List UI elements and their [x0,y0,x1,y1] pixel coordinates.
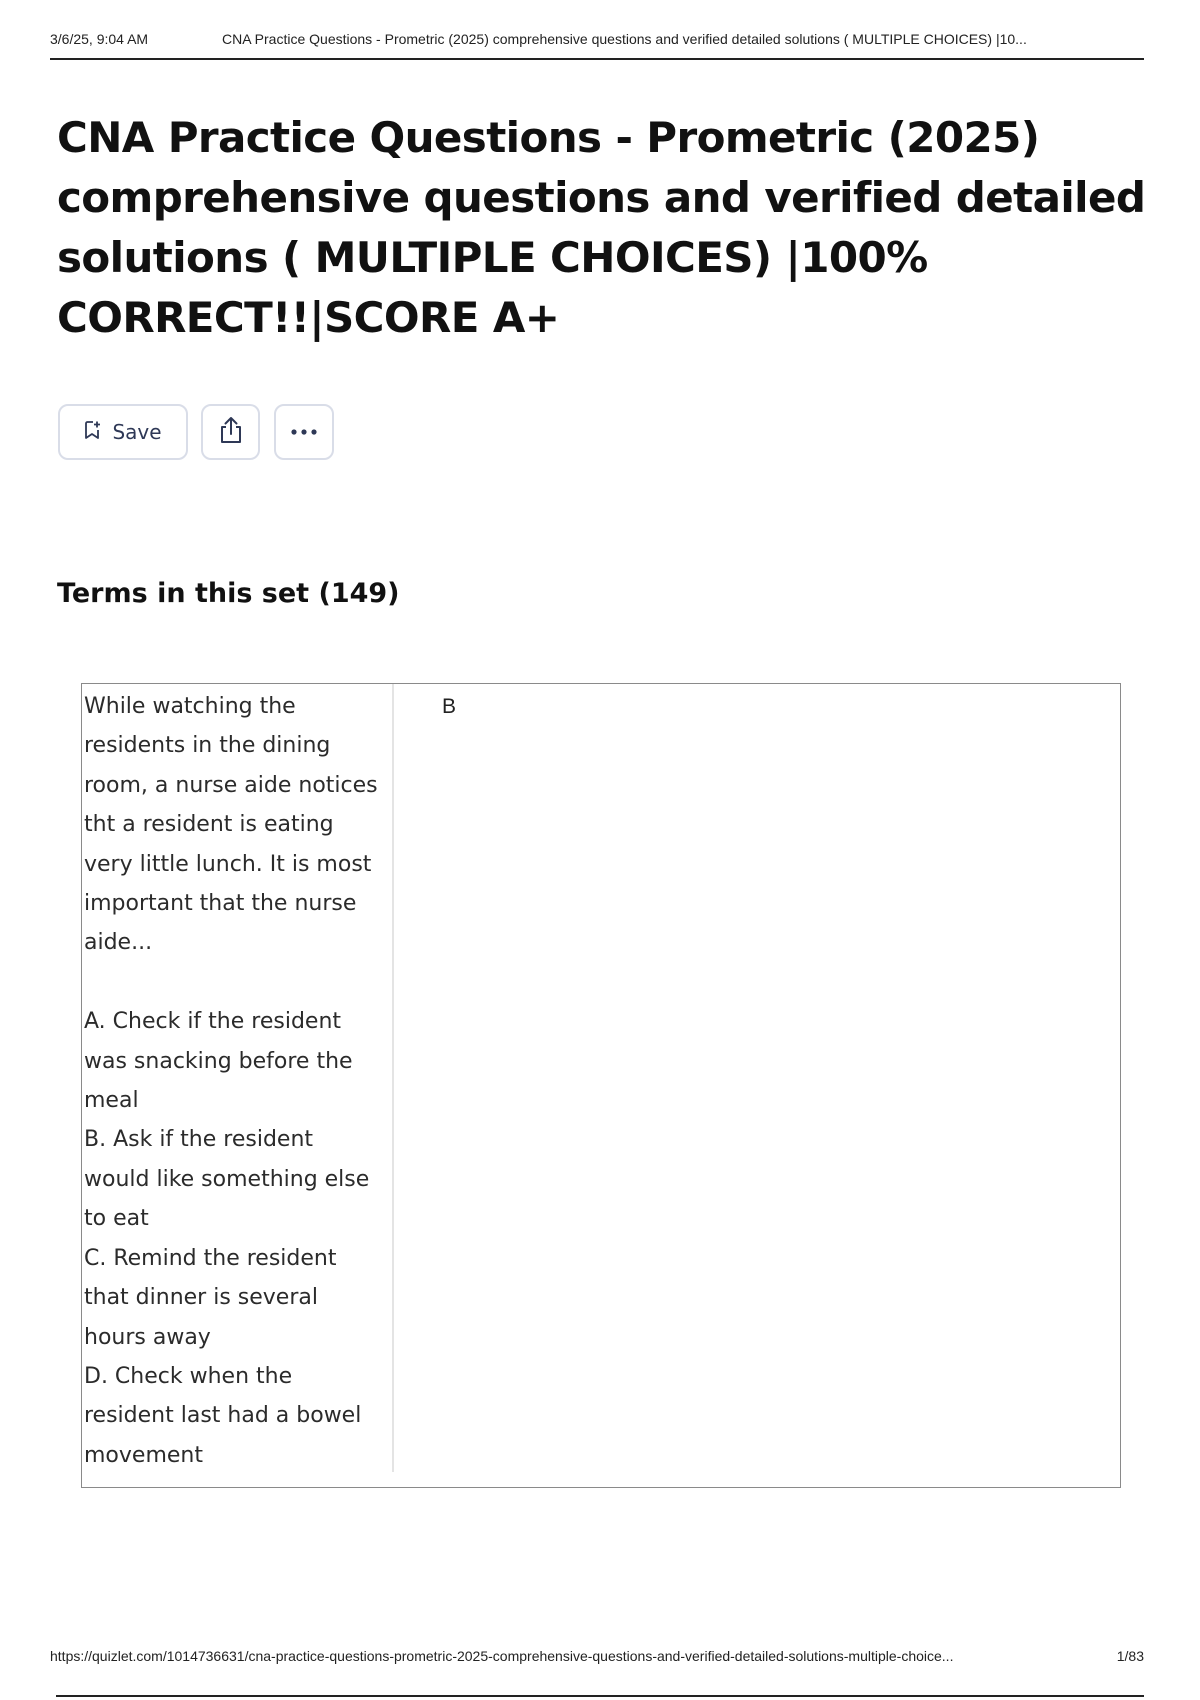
term-question: While watching the residents in the dining room, a nurse aide notices tht a resident is eating very little lunch. It is most important that the nurse aide... A. Check if the resident was snacking before the meal B. Ask if the resident would like something else to eat C. Remind the resident that dinner is several hours away D. Check when the resident last had a bowel movement [84,694,378,1468]
print-url: https://quizlet.com/1014736631/cna-practice-questions-prometric-2025-comprehensive-questions-and-verified-detailed-solutions-multiple-choice... [50,1648,954,1664]
footer-rule [56,1695,1144,1697]
save-button[interactable] [58,404,188,460]
more-icon [290,423,318,441]
page-number: 1/83 [1116,1648,1144,1664]
print-header [50,28,1144,60]
more-options-button[interactable] [274,404,334,460]
page-title: CNA Practice Questions - Prometric (2025) comprehensive questions and verified detailed solutions ( MULTIPLE CHOICES) |100% CORRECT!!|SCORE A+ [57,113,1146,342]
term-divider [392,684,394,1472]
share-button[interactable] [201,404,260,460]
share-icon [217,415,245,450]
save-button-label: Save [112,420,162,444]
print-date: 3/6/25, 9:04 AM [50,31,149,47]
bookmark-plus-icon [84,420,102,445]
term-answer: B [442,695,457,718]
terms-heading: Terms in this set (149) [57,578,400,609]
term-card [81,683,1121,1488]
print-document-title: CNA Practice Questions - Prometric (2025) comprehensive questions and verified detailed solutions ( MULTIPLE CHOICES) |10... [222,31,1027,47]
